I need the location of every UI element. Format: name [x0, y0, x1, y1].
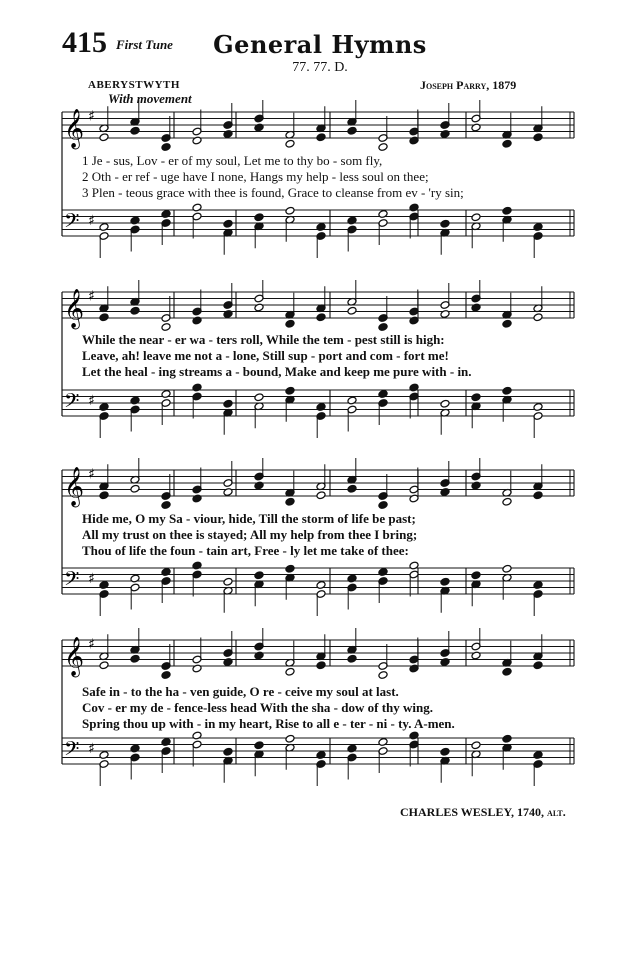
- note-head: [223, 310, 233, 319]
- lyric-line: Let the heal - ing streams a - bound, Make and keep me pure with - in.: [82, 364, 472, 379]
- note-head: [533, 581, 543, 590]
- note-head: [347, 574, 357, 583]
- note-head: [378, 738, 388, 747]
- note-head: [502, 497, 512, 506]
- note-head: [471, 741, 481, 750]
- note-head: [254, 213, 264, 222]
- note-head: [471, 123, 481, 132]
- note-head: [471, 393, 481, 402]
- note-head: [378, 390, 388, 399]
- note-head: [316, 403, 326, 412]
- note-head: [316, 581, 326, 590]
- note-head: [440, 658, 450, 667]
- note-head: [378, 210, 388, 219]
- treble-clef-icon: 𝄞: [64, 636, 85, 677]
- note-head: [471, 481, 481, 490]
- note-head: [533, 403, 543, 412]
- sharp-icon: ♯: [88, 392, 95, 409]
- note-head: [378, 143, 388, 152]
- note-head: [192, 136, 202, 145]
- note-head: [223, 488, 233, 497]
- note-head: [192, 664, 202, 673]
- bass-clef-icon: 𝄢: [64, 736, 80, 765]
- note-head: [223, 219, 233, 228]
- note-head: [378, 671, 388, 680]
- note-head: [471, 651, 481, 660]
- note-head: [130, 126, 140, 135]
- note-head: [285, 564, 295, 573]
- note-head: [130, 654, 140, 663]
- tune-note: First Tune: [116, 37, 173, 52]
- note-head: [316, 661, 326, 670]
- note-head: [502, 319, 512, 328]
- note-head: [471, 571, 481, 580]
- note-head: [285, 319, 295, 328]
- note-head: [378, 501, 388, 510]
- lyric-line: Safe in - to the ha - ven guide, O re - ceive my soul at last.: [82, 684, 399, 699]
- note-head: [347, 306, 357, 315]
- note-head: [409, 316, 419, 325]
- note-head: [347, 126, 357, 135]
- note-head: [316, 133, 326, 142]
- note-head: [161, 501, 171, 510]
- note-head: [254, 303, 264, 312]
- sharp-icon: ♯: [88, 740, 95, 757]
- note-head: [533, 751, 543, 760]
- note-head: [502, 139, 512, 148]
- note-head: [316, 751, 326, 760]
- note-head: [99, 223, 109, 232]
- lyric-line: Hide me, O my Sa - viour, hide, Till the storm of life be past;: [82, 511, 416, 526]
- bass-clef-icon: 𝄢: [64, 566, 80, 595]
- note-head: [409, 136, 419, 145]
- verse-lines-4: [82, 684, 572, 732]
- note-head: [440, 399, 450, 408]
- note-head: [130, 396, 140, 405]
- verse-lines-3: [82, 511, 572, 559]
- lyric-line: Leave, ah! leave me not a - lone, Still sup - port and com - fort me!: [82, 348, 449, 363]
- note-head: [161, 738, 171, 747]
- note-head: [161, 671, 171, 680]
- note-head: [254, 741, 264, 750]
- note-head: [192, 561, 202, 570]
- note-head: [533, 133, 543, 142]
- treble-clef-icon: 𝄞: [64, 108, 85, 149]
- note-head: [99, 133, 109, 142]
- bass-clef-icon: 𝄢: [64, 208, 80, 237]
- note-head: [192, 316, 202, 325]
- note-head: [285, 734, 295, 743]
- note-head: [161, 210, 171, 219]
- note-head: [316, 223, 326, 232]
- composer: Joseph Parry, 1879: [420, 78, 517, 92]
- note-head: [409, 664, 419, 673]
- lyric-line: While the near - er wa - ters roll, While the tem - pest still is high:: [82, 332, 445, 347]
- note-head: [502, 386, 512, 395]
- note-head: [347, 216, 357, 225]
- sharp-icon: ♯: [88, 570, 95, 587]
- note-head: [440, 577, 450, 586]
- note-head: [192, 494, 202, 503]
- sharp-icon: ♯: [88, 108, 95, 125]
- lyric-line: 3 Plen - teous grace with thee is found, Grace to cleanse from ev - 'ry sin;: [82, 185, 464, 200]
- note-head: [502, 734, 512, 743]
- tune-name: ABERYSTWYTH: [88, 79, 180, 91]
- note-head: [347, 744, 357, 753]
- note-head: [440, 219, 450, 228]
- note-head: [161, 143, 171, 152]
- note-head: [316, 313, 326, 322]
- sharp-icon: ♯: [88, 212, 95, 229]
- note-head: [254, 393, 264, 402]
- hymn-number: 415: [62, 26, 107, 59]
- note-head: [99, 581, 109, 590]
- note-head: [254, 123, 264, 132]
- note-head: [99, 491, 109, 500]
- verse-lines-1: [82, 153, 572, 201]
- page-title: General Hymns: [213, 30, 427, 59]
- note-head: [440, 747, 450, 756]
- note-head: [192, 731, 202, 740]
- note-head: [440, 130, 450, 139]
- note-head: [533, 491, 543, 500]
- note-head: [502, 206, 512, 215]
- lyric-line: 1 Je - sus, Lov - er of my soul, Let me to thy bo - som fly,: [82, 153, 383, 168]
- note-head: [254, 651, 264, 660]
- note-head: [223, 658, 233, 667]
- lyric-line: 2 Oth - er ref - uge have I none, Hangs my help - less soul on thee;: [82, 169, 429, 184]
- sharp-icon: ♯: [88, 636, 95, 653]
- note-head: [161, 390, 171, 399]
- note-head: [223, 399, 233, 408]
- meter: 77. 77. D.: [292, 60, 348, 75]
- sharp-icon: ♯: [88, 466, 95, 483]
- note-head: [254, 571, 264, 580]
- note-head: [99, 751, 109, 760]
- author-credit: CHARLES WESLEY, 1740, alt.: [400, 805, 566, 819]
- note-head: [285, 206, 295, 215]
- tempo-marking: With movement: [108, 91, 192, 106]
- treble-clef-icon: 𝄞: [64, 466, 85, 507]
- note-head: [440, 310, 450, 319]
- note-head: [130, 306, 140, 315]
- note-head: [285, 386, 295, 395]
- note-head: [347, 654, 357, 663]
- note-head: [471, 303, 481, 312]
- sharp-icon: ♯: [88, 288, 95, 305]
- note-head: [502, 564, 512, 573]
- treble-clef-icon: 𝄞: [64, 288, 85, 329]
- note-head: [347, 396, 357, 405]
- note-head: [440, 488, 450, 497]
- note-head: [471, 213, 481, 222]
- note-head: [130, 484, 140, 493]
- note-head: [223, 130, 233, 139]
- note-head: [254, 481, 264, 490]
- note-head: [161, 568, 171, 577]
- note-head: [130, 744, 140, 753]
- note-head: [223, 747, 233, 756]
- note-head: [285, 139, 295, 148]
- lyric-line: All my trust on thee is stayed; All my help from thee I bring;: [82, 527, 418, 542]
- verse-lines-2: [82, 332, 572, 380]
- note-head: [99, 403, 109, 412]
- note-head: [285, 497, 295, 506]
- note-head: [502, 667, 512, 676]
- lyric-line: Spring thou up with - in my heart, Rise to all e - ter - ni - ty. A-men.: [82, 716, 455, 731]
- note-head: [378, 323, 388, 332]
- lyric-line: Thou of life the foun - tain art, Free - ly let me take of thee:: [82, 543, 409, 558]
- note-head: [99, 661, 109, 670]
- note-head: [130, 216, 140, 225]
- note-head: [316, 491, 326, 500]
- note-head: [192, 383, 202, 392]
- bass-clef-icon: 𝄢: [64, 388, 80, 417]
- note-head: [285, 667, 295, 676]
- note-head: [533, 223, 543, 232]
- lyric-line: Cov - er my de - fence-less head With the sha - dow of thy wing.: [82, 700, 433, 715]
- note-head: [533, 661, 543, 670]
- note-head: [161, 323, 171, 332]
- note-head: [533, 313, 543, 322]
- note-head: [347, 484, 357, 493]
- note-head: [223, 577, 233, 586]
- note-head: [409, 494, 419, 503]
- note-head: [378, 568, 388, 577]
- note-head: [130, 574, 140, 583]
- note-head: [99, 313, 109, 322]
- note-head: [192, 203, 202, 212]
